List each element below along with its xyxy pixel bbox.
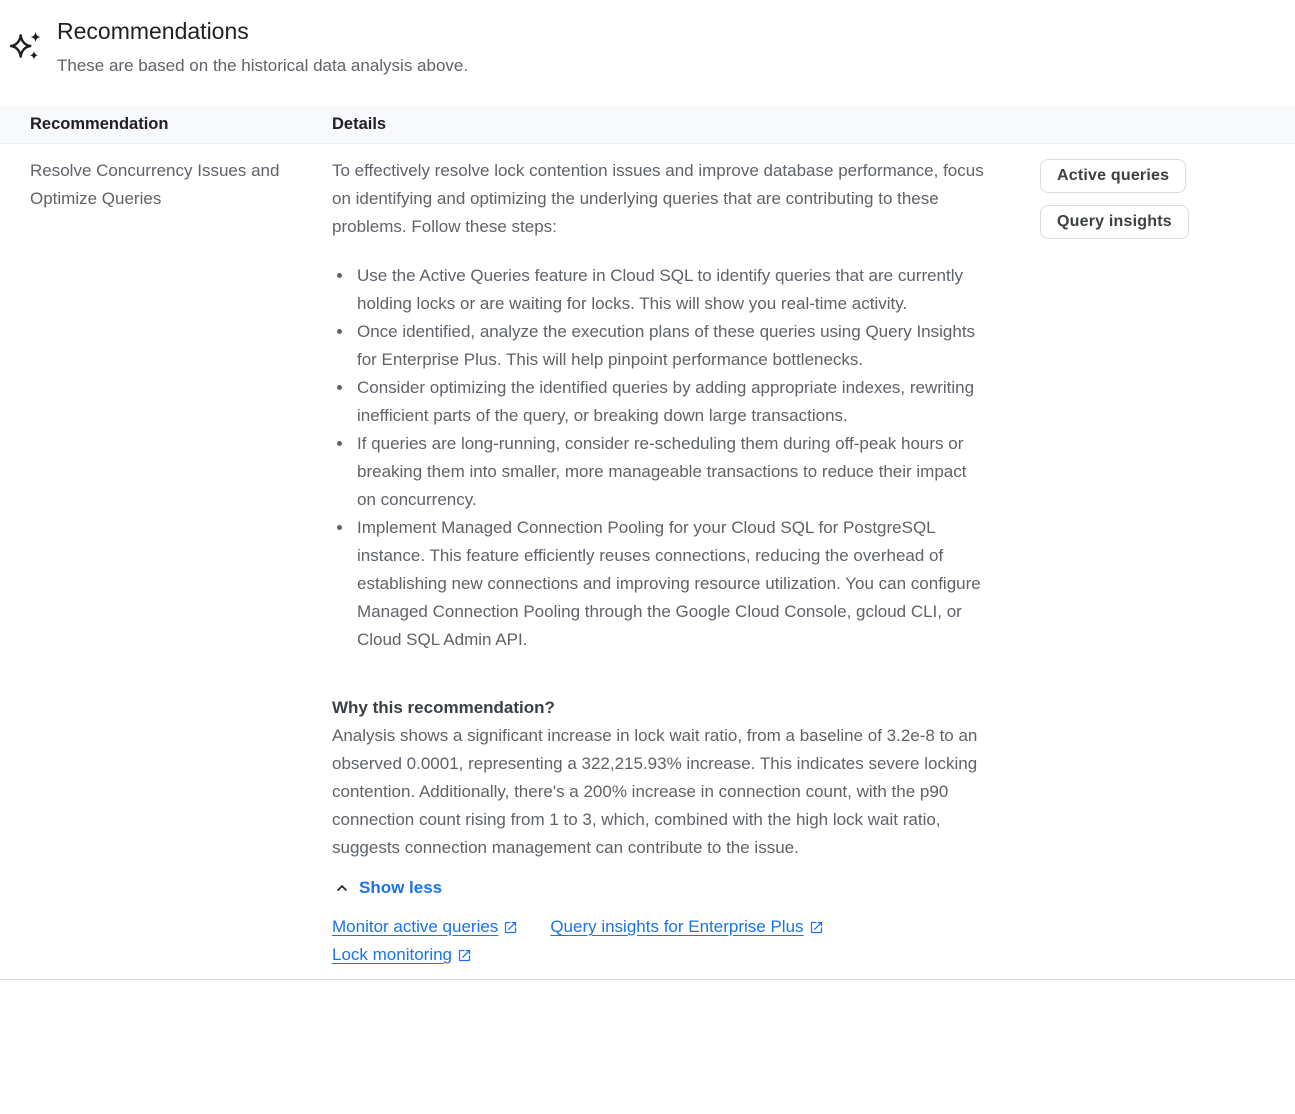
link-monitor-active-queries[interactable]: Monitor active queries <box>332 913 518 941</box>
chevron-up-icon <box>332 878 352 898</box>
list-item: • Use the Active Queries feature in Cloud SQL to identify queries that are currently holding locks or are waiting for locks. This will show you real-time activity. <box>354 262 987 318</box>
details-cell <box>332 157 987 969</box>
doc-links <box>332 913 987 969</box>
actions-cell <box>987 157 1295 969</box>
link-lock-monitoring[interactable]: Lock monitoring <box>332 941 472 969</box>
link-query-insights-enterprise-plus[interactable]: Query insights for Enterprise Plus <box>550 913 823 941</box>
external-link-icon <box>809 920 824 935</box>
active-queries-chip[interactable]: Active queries <box>1040 159 1186 193</box>
why-recommendation-text: Analysis shows a significant increase in lock wait ratio, from a baseline of 3.2e-8 to an observed 0.0001, representing a 322,215.93% increase. This indicates severe locking contention. Additionally, there's a 200% increase in connection count, with the p90 connection count rising from 1 to 3, which, combined with the high lock wait ratio, suggests connection management can contribute to the issue. <box>332 726 978 857</box>
column-header-recommendation: Recommendation <box>30 115 169 133</box>
show-less-label: Show less <box>359 878 443 897</box>
why-recommendation-heading: Why this recommendation? <box>332 698 555 717</box>
steps-list <box>332 262 987 654</box>
query-insights-chip[interactable]: Query insights <box>1040 205 1189 239</box>
list-item: • Consider optimizing the identified queries by adding appropriate indexes, rewriting inefficient parts of the query, or breaking down large transactions. <box>354 374 987 430</box>
table-row <box>0 144 1295 980</box>
header-text <box>57 18 468 76</box>
recommendation-title: Resolve Concurrency Issues and Optimize Queries <box>30 161 280 208</box>
page-subtitle: These are based on the historical data analysis above. <box>57 56 469 75</box>
page-title: Recommendations <box>57 18 249 44</box>
list-item: • Once identified, analyze the execution plans of these queries using Query Insights for Enterprise Plus. This will help pinpoint performance bottlenecks. <box>354 318 987 374</box>
panel-header <box>0 0 1295 76</box>
column-header-details: Details <box>332 115 387 133</box>
external-link-icon <box>457 948 472 963</box>
external-link-icon <box>503 920 518 935</box>
sparkle-icon <box>8 28 44 64</box>
show-less-button[interactable] <box>332 878 442 898</box>
list-item: • Implement Managed Connection Pooling for your Cloud SQL for PostgreSQL instance. This feature efficiently reuses connections, reducing the overhead of establishing new connections and improving resource utilization. You can configure Managed Connection Pooling through the Google Cloud Console, gcloud CLI, or Cloud SQL Admin API. <box>354 514 987 654</box>
list-item: • If queries are long-running, consider re-scheduling them during off-peak hours or breaking them into smaller, more manageable transactions to reduce their impact on concurrency. <box>354 430 987 514</box>
table-header <box>0 106 1295 144</box>
details-intro: To effectively resolve lock contention issues and improve database performance, focus on identifying and optimizing the underlying queries that are contributing to these problems. Follow these steps: <box>332 161 984 236</box>
